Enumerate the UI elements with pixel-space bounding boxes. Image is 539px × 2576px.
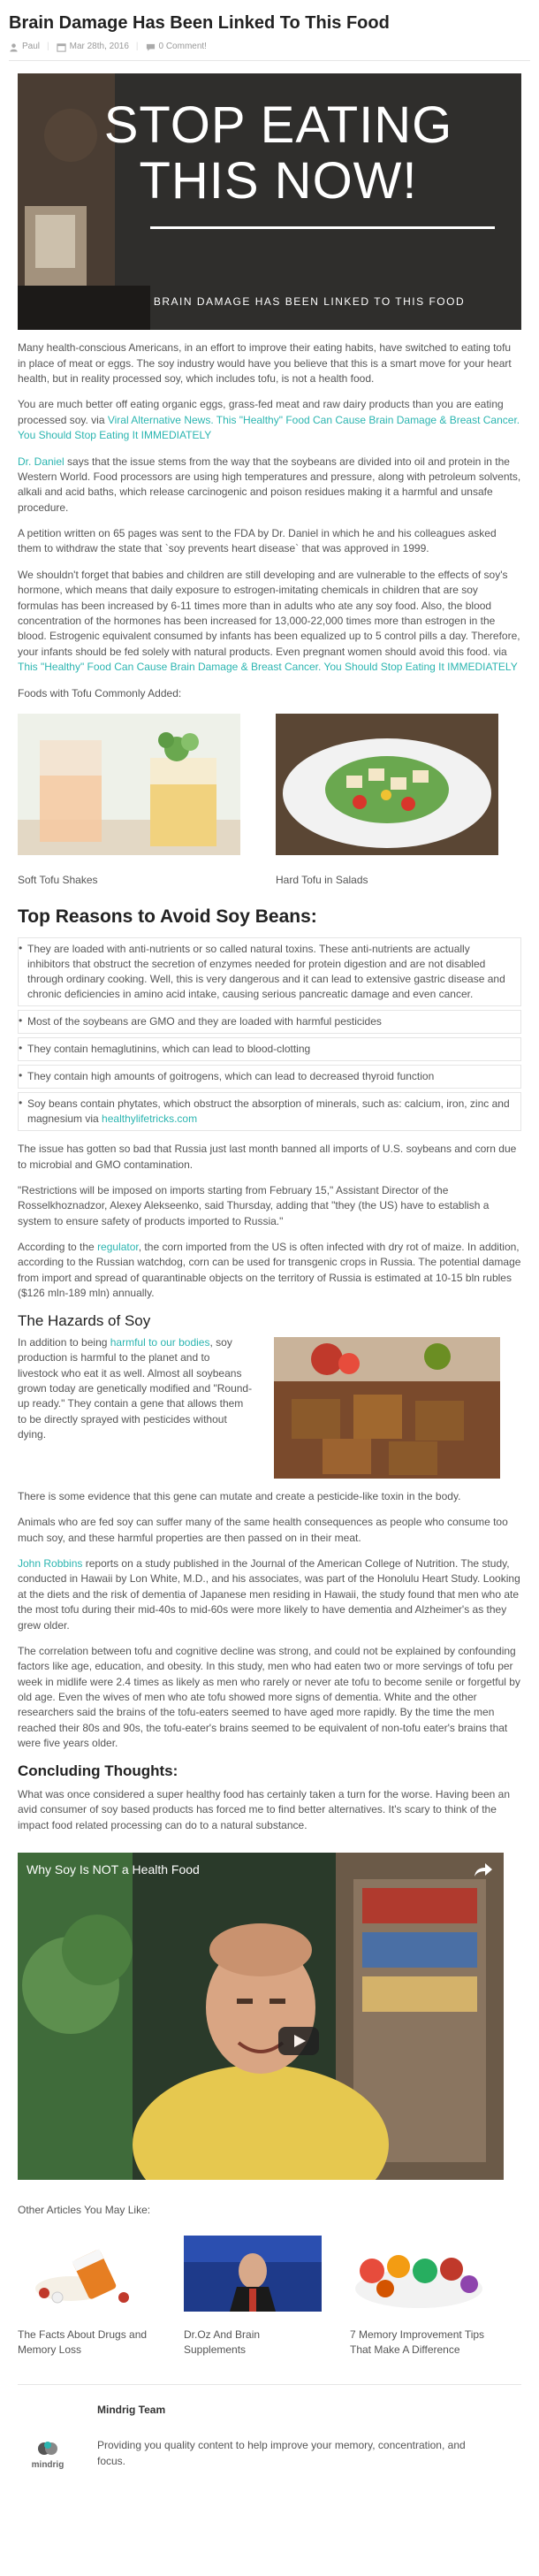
post-date: Mar 28th, 2016	[69, 42, 129, 51]
mindrig-logo-icon	[36, 2440, 59, 2458]
figure-tofu-shakes	[18, 714, 240, 888]
paragraph: Foods with Tofu Commonly Added:	[18, 686, 182, 699]
calendar-icon	[57, 42, 66, 52]
list-item: • They contain high amounts of goitrogens, which can lead to decreased thyroid function	[18, 1065, 521, 1089]
paragraph: The correlation between tofu and cognitive decline was strong, and could not be explained by confounding factors like age, education, and obesity. In this study, men who had eaten two or more servings of tofu per week in midlife were 2.4 times as likely as men who rarely or never ate tofu to become senile or forgetful by old age. Even the wives of men who ate tofu showed more signs of dementia. White and the other researchers said the brains of the tofu-eaters seemed to have aged more rapidly. By the time the men reached their 80s and 90s, the tofu-eater's brains seemed to be equivalent of non-tofu eater's brains that were five years older.	[18, 1644, 520, 1750]
video-embed[interactable]	[18, 1853, 504, 2180]
paragraph: There is some evidence that this gene can mutate and create a pesticide-like toxin in the body.	[18, 1489, 461, 1502]
list-item: • They contain hemaglutinins, which can lead to blood-clotting	[18, 1037, 521, 1061]
post-title: Brain Damage Has Been Linked To This Food	[9, 13, 390, 33]
author-box	[18, 2384, 521, 2481]
dr-daniel-link[interactable]: Dr. Daniel	[18, 455, 65, 468]
reasons-list	[18, 937, 521, 1131]
paragraph: A petition written on 65 pages was sent to the FDA by Dr. Daniel in which he and his colleagues asked them to withdraw the state that `soy prevents heart disease` that was approved in 1999.	[18, 527, 497, 555]
user-icon	[9, 42, 19, 52]
author-info	[97, 2399, 486, 2481]
paragraph: John Robbins reports on a study published in the Journal of the American College of Nutrition. The study, conducted in Hawaii by Lon White, M.D., and his associates, was part of the Honolulu Heart Study. Looking at the diets and the risk of dementia of Japanese men residing in Hawaii, the study found that men who ate the most tofu during their mid-40s to mid-60s were more likely to have dementia and Alzheimer's as they grew older.	[18, 1556, 520, 1632]
list-item: • Soy beans contain phytates, which obstruct the absorption of minerals, such as: calcium, iron, zinc and magnesium via healthylifetricks.com	[18, 1092, 521, 1131]
related-heading: Other Articles You May Like:	[18, 2203, 151, 2216]
comment-count[interactable]: 0 Comment!	[158, 42, 207, 51]
hero-underline	[150, 226, 495, 229]
source-link[interactable]: This "Healthy" Food Can Cause Brain Damage & Breast Cancer. You Should Stop Eating It IMMEDIATELY	[18, 661, 518, 674]
hero-line-2: THIS NOW!	[139, 151, 418, 210]
video-thumbnail	[18, 1853, 504, 2180]
related-articles	[18, 2236, 521, 2358]
post-content	[9, 73, 530, 2480]
related-card[interactable]	[184, 2236, 322, 2358]
related-card[interactable]	[350, 2236, 488, 2358]
healthylifetricks-link[interactable]: healthylifetricks.com	[102, 1112, 198, 1126]
related-title[interactable]: Dr.Oz And Brain Supplements	[184, 2328, 261, 2356]
hero-line-1: STOP EATING	[103, 96, 453, 155]
brand-name: mindrig	[31, 2459, 65, 2470]
hazards-block	[18, 1335, 521, 1479]
paragraph: What was once considered a super healthy food has certainly taken a turn for the worse. Having been an avid consumer of soy based products has forced me to find better alternatives. It's scary to think of the impact food related processing can do to a natural substance.	[18, 1787, 510, 1831]
paragraph: You are much better off eating organic eggs, grass-fed meat and raw dairy products than you are eating processed soy. via Viral Alternative News. This "Healthy" Food Can Cause Brain Damage & Breast Cancer. You Should Stop Eating It IMMEDIATELY	[18, 398, 520, 442]
meta-date	[57, 41, 129, 53]
section-heading: Top Reasons to Avoid Soy Beans:	[18, 906, 317, 928]
comment-icon	[146, 42, 156, 52]
hero-headline	[53, 98, 504, 209]
related-title[interactable]: The Facts About Drugs and Memory Loss	[18, 2328, 148, 2356]
source-link[interactable]: Viral Alternative News. This "Healthy" Food Can Cause Brain Damage & Breast Cancer. You Should Stop Eating It IMMEDIATELY	[18, 413, 520, 442]
related-thumbnail[interactable]	[350, 2236, 488, 2312]
list-item: • They are loaded with anti-nutrients or so called natural toxins. These anti-nutrients are actually inhibitors that obstruct the secretion of enzymes needed for protein digestion and are not disabled through ordinary cooking. Well, this is very dangerous and it can lead to extensive gastric disease and chronic deficiencies in amino acid intake, causing serious pancreatic damage and even cancer.	[18, 937, 521, 1006]
hero-image	[18, 73, 521, 330]
share-icon[interactable]	[474, 1861, 493, 1877]
meta-author[interactable]	[9, 41, 40, 53]
related-card[interactable]	[18, 2236, 156, 2358]
paragraph: Animals who are fed soy can suffer many of the same health consequences as people who consume too much soy, and these harmful properties are then passed on in their meat.	[18, 1516, 508, 1544]
paragraph: "Restrictions will be imposed on imports starting from February 15," Assistant Director of the Rosselkhoznadzor, Alexey Alekseenko, said Thursday, adding that "they (the US) have to establish a system to ensure safety of products imported to Russia."	[18, 1183, 490, 1227]
author-description: Providing you quality content to help improve your memory, concentration, and focus.	[97, 2438, 466, 2467]
author-name[interactable]: Paul	[22, 42, 41, 51]
john-robbins-link[interactable]: John Robbins	[18, 1556, 83, 1570]
video-title[interactable]: Why Soy Is NOT a Health Food	[27, 1861, 200, 1877]
post-meta: Paul | Mar 28th, 2016 | 0 Comment!	[9, 41, 530, 61]
tofu-cubes-image	[274, 1337, 500, 1479]
list-item: • Most of the soybeans are GMO and they are loaded with harmful pesticides	[18, 1010, 521, 1034]
related-thumbnail[interactable]	[18, 2236, 156, 2312]
play-button[interactable]	[278, 2027, 319, 2055]
related-thumbnail[interactable]	[184, 2236, 322, 2312]
tofu-shakes-image	[18, 714, 240, 855]
harmful-bodies-link[interactable]: harmful to our bodies	[110, 1335, 210, 1349]
figure-caption: Hard Tofu in Salads	[276, 874, 368, 886]
figure-tofu-salad	[276, 714, 498, 888]
conclusion-heading: Concluding Thoughts:	[18, 1762, 178, 1779]
hero-subline: BRAIN DAMAGE HAS BEEN LINKED TO THIS FOOD	[153, 295, 466, 309]
author-logo	[18, 2399, 78, 2481]
paragraph: Dr. Daniel says that the issue stems from the way that the soybeans are divided into oil and protein in the Western World. Food processors are using high temperatures and pressure, along with petroleum solvents, alkali and acid baths, which release carcinogenic and poison residues making it a harmful and unsafe procedure.	[18, 455, 521, 514]
author-box-name: Mindrig Team	[97, 2403, 166, 2416]
figure-caption: Soft Tofu Shakes	[18, 874, 98, 886]
tofu-figures	[18, 714, 521, 888]
hazards-heading: The Hazards of Soy	[18, 1311, 151, 1329]
hazards-text: In addition to being harmful to our bodies, soy production is harmful to the planet and to livestock who eat it as well. Almost all soybeans grown today are genetically modified and "Round-up ready." They contain a gene that allows them to be directly sprayed with pesticides without dying.	[18, 1335, 253, 1441]
paragraph: According to the regulator, the corn imported from the US is often infected with dry rot of maize. In addition, according to the Russian watchdog, corn can be used for transgenic crops in Russia. The potential damage from import and spread of quarantinable objects on the territory of Russia is estimated at 10-15 bln rubles ($126 mln-189 mln) annually.	[18, 1241, 521, 1300]
tofu-salad-image	[276, 714, 498, 855]
paragraph: The issue has gotten so bad that Russia just last month banned all imports of U.S. soybeans and corn due to microbial and GMO contamination.	[18, 1143, 517, 1171]
paragraph: We shouldn't forget that babies and children are still developing and are vulnerable to the effects of soy's hormone, which means that daily exposure to estrogen-imitating chemicals in children that are soy formulas has been increased by 6-11 times more than in adults who ate any soy food. Also, the blood concentration of the hormones has been increased for 13,000-22,000 times more than estrogen in the blood. Estrogenic equivalent consumed by infants has been equalized up to 5 control pills a day. Therefore, your infants should be fed solely with natural products. Even pregnant women should avoid this food. via This "Healthy" Food Can Cause Brain Damage & Breast Cancer. You Should Stop Eating It IMMEDIATELY	[18, 568, 520, 674]
regulator-link[interactable]: regulator	[97, 1241, 139, 1254]
meta-comments[interactable]	[146, 41, 207, 53]
related-title[interactable]: 7 Memory Improvement Tips That Make A Difference	[350, 2328, 485, 2356]
paragraph: Many health-conscious Americans, in an effort to improve their eating habits, have switched to eating tofu in place of meat or eggs. The soy industry would have you believe that this is a smart move for your heart health, but in reality processed soy, which includes tofu, is not a health food.	[18, 341, 512, 385]
